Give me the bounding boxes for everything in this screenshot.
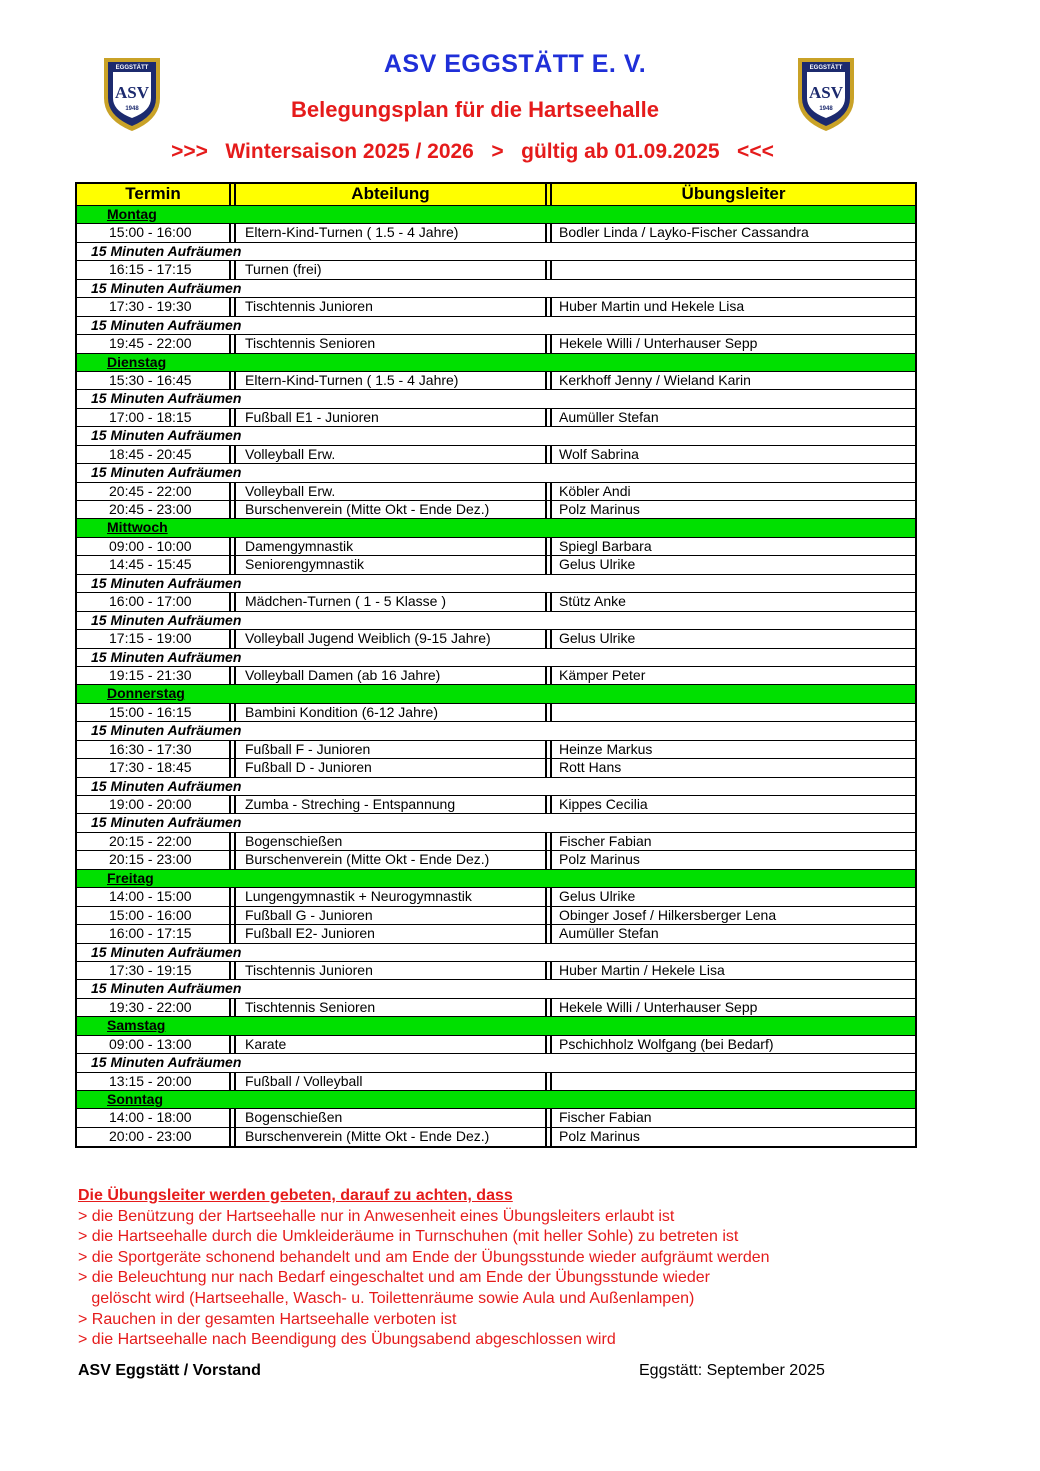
department-cell: Eltern-Kind-Turnen ( 1.5 - 4 Jahre) bbox=[229, 224, 545, 241]
note-line: > die Sportgeräte schonend behandelt und am Ende der Übungsstunde wieder aufgräumt werden bbox=[78, 1248, 770, 1266]
leader-cell: Gelus Ulrike bbox=[545, 556, 915, 573]
time-cell: 19:45 - 22:00 bbox=[109, 335, 192, 352]
break-label: 15 Minuten Aufräumen bbox=[91, 316, 242, 333]
department-cell: Fußball G - Junioren bbox=[229, 907, 545, 924]
leader-cell: Hekele Willi / Unterhauser Sepp bbox=[545, 335, 915, 352]
time-cell: 16:15 - 17:15 bbox=[109, 261, 192, 278]
note-line: > die Hartseehalle durch die Umkleideräume in Turnschuhen (mit heller Sohle) zu betreten ist bbox=[78, 1228, 739, 1246]
leader-cell: Köbler Andi bbox=[545, 483, 915, 500]
day-label: Dienstag bbox=[107, 353, 167, 370]
table-row bbox=[77, 741, 915, 759]
break-label: 15 Minuten Aufräumen bbox=[91, 648, 242, 665]
break-row bbox=[77, 243, 915, 261]
department-cell: Burschenverein (Mitte Okt - Ende Dez.) bbox=[229, 1128, 545, 1146]
department-cell: Karate bbox=[229, 1036, 545, 1053]
table-row bbox=[77, 298, 915, 316]
footer-date: Eggstätt: September 2025 bbox=[639, 1362, 825, 1379]
leader-cell: Heinze Markus bbox=[545, 741, 915, 758]
department-cell: Fußball F - Junioren bbox=[229, 741, 545, 758]
table-row bbox=[77, 796, 915, 814]
department-cell: Mädchen-Turnen ( 1 - 5 Klasse ) bbox=[229, 593, 545, 610]
time-cell: 09:00 - 10:00 bbox=[109, 537, 192, 554]
table-row bbox=[77, 372, 915, 390]
time-cell: 20:45 - 22:00 bbox=[109, 482, 192, 499]
note-line: > die Hartseehalle nach Beendigung des Übungsabend abgeschlossen wird bbox=[78, 1331, 616, 1349]
time-cell: 17:30 - 19:15 bbox=[109, 961, 192, 978]
time-cell: 16:00 - 17:00 bbox=[109, 593, 192, 610]
break-row bbox=[77, 464, 915, 482]
day-row bbox=[77, 685, 915, 703]
table-row bbox=[77, 593, 915, 611]
leader-cell: Polz Marinus bbox=[545, 1128, 915, 1146]
table-row bbox=[77, 261, 915, 279]
day-label: Freitag bbox=[107, 869, 154, 886]
table-row bbox=[77, 833, 915, 851]
leader-cell: Polz Marinus bbox=[545, 851, 915, 868]
table-row bbox=[77, 925, 915, 943]
break-row bbox=[77, 722, 915, 740]
department-cell: Bogenschießen bbox=[229, 1109, 545, 1126]
break-row bbox=[77, 814, 915, 832]
department-cell: Eltern-Kind-Turnen ( 1.5 - 4 Jahre) bbox=[229, 372, 545, 389]
leader-cell: Stütz Anke bbox=[545, 593, 915, 610]
leader-cell: Pschichholz Wolfgang (bei Bedarf) bbox=[545, 1036, 915, 1053]
time-cell: 19:00 - 20:00 bbox=[109, 796, 192, 812]
table-row bbox=[77, 999, 915, 1017]
note-line: > die Benützung der Hartseehalle nur in Anwesenheit eines Übungsleiters erlaubt ist bbox=[78, 1207, 675, 1225]
day-label: Samstag bbox=[107, 1017, 166, 1034]
break-row bbox=[77, 1054, 915, 1072]
leader-cell: Rott Hans bbox=[545, 759, 915, 776]
time-cell: 19:30 - 22:00 bbox=[109, 998, 192, 1015]
day-row bbox=[77, 1017, 915, 1035]
table-row bbox=[77, 556, 915, 574]
day-row bbox=[77, 206, 915, 224]
time-cell: 17:30 - 18:45 bbox=[109, 759, 192, 776]
department-cell: Burschenverein (Mitte Okt - Ende Dez.) bbox=[229, 501, 545, 518]
logo-year-text: 1948 bbox=[125, 106, 139, 112]
logo-top-text: EGGSTÄTT bbox=[809, 65, 843, 71]
break-row bbox=[77, 317, 915, 335]
time-cell: 15:00 - 16:15 bbox=[109, 703, 192, 720]
table-row bbox=[77, 1109, 915, 1127]
break-label: 15 Minuten Aufräumen bbox=[91, 242, 242, 259]
leader-cell: Kerkhoff Jenny / Wieland Karin bbox=[545, 372, 915, 389]
department-cell: Fußball / Volleyball bbox=[229, 1073, 545, 1090]
time-cell: 19:15 - 21:30 bbox=[109, 666, 192, 683]
break-label: 15 Minuten Aufräumen bbox=[91, 427, 242, 444]
leader-cell: Obinger Josef / Hilkersberger Lena bbox=[545, 907, 915, 924]
time-cell: 16:00 - 17:15 bbox=[109, 925, 192, 942]
leader-cell bbox=[545, 1073, 915, 1090]
table-row bbox=[77, 538, 915, 556]
break-row bbox=[77, 427, 915, 445]
break-label: 15 Minuten Aufräumen bbox=[91, 1054, 242, 1071]
table-row bbox=[77, 888, 915, 906]
leader-cell: Polz Marinus bbox=[545, 501, 915, 518]
department-cell: Fußball E1 - Junioren bbox=[229, 409, 545, 426]
header-abteilung: Abteilung bbox=[229, 184, 545, 205]
time-cell: 15:00 - 16:00 bbox=[109, 906, 192, 923]
note-line: gelöscht wird (Hartseehalle, Wasch- u. Toilettenräume sowie Aula und Außenlampen) bbox=[78, 1289, 695, 1307]
leader-cell: Wolf Sabrina bbox=[545, 446, 915, 463]
time-cell: 20:45 - 23:00 bbox=[109, 501, 192, 517]
table-row bbox=[77, 704, 915, 722]
logo-mid-text: ASV bbox=[808, 83, 844, 102]
leader-cell: Gelus Ulrike bbox=[545, 888, 915, 905]
table-row bbox=[77, 1036, 915, 1054]
day-label: Mittwoch bbox=[107, 519, 168, 536]
table-row bbox=[77, 409, 915, 427]
break-row bbox=[77, 575, 915, 593]
table-header-row bbox=[77, 184, 915, 206]
time-cell: 17:00 - 18:15 bbox=[109, 408, 192, 425]
header-uebungsleiter: Übungsleiter bbox=[545, 184, 915, 205]
department-cell: Bambini Kondition (6-12 Jahre) bbox=[229, 704, 545, 721]
department-cell: Bogenschießen bbox=[229, 833, 545, 850]
department-cell: Volleyball Erw. bbox=[229, 483, 545, 500]
leader-cell: Bodler Linda / Layko-Fischer Cassandra bbox=[545, 224, 915, 241]
logo-mid-text: ASV bbox=[114, 83, 150, 102]
department-cell: Zumba - Streching - Entspannung bbox=[229, 796, 545, 813]
day-row bbox=[77, 1091, 915, 1109]
leader-cell bbox=[545, 261, 915, 278]
table-row bbox=[77, 1073, 915, 1091]
time-cell: 17:15 - 19:00 bbox=[109, 630, 192, 647]
leader-cell bbox=[545, 704, 915, 721]
leader-cell: Hekele Willi / Unterhauser Sepp bbox=[545, 999, 915, 1016]
department-cell: Tischtennis Senioren bbox=[229, 335, 545, 352]
leader-cell: Fischer Fabian bbox=[545, 1109, 915, 1126]
table-row bbox=[77, 962, 915, 980]
department-cell: Fußball D - Junioren bbox=[229, 759, 545, 776]
department-cell: Fußball E2- Junioren bbox=[229, 925, 545, 942]
department-cell: Tischtennis Junioren bbox=[229, 962, 545, 979]
day-row bbox=[77, 519, 915, 537]
day-row bbox=[77, 354, 915, 372]
logo-top-text: EGGSTÄTT bbox=[115, 65, 149, 71]
time-cell: 17:30 - 19:30 bbox=[109, 298, 192, 315]
table-row bbox=[77, 667, 915, 685]
day-label: Donnerstag bbox=[107, 685, 185, 702]
time-cell: 20:15 - 22:00 bbox=[109, 832, 192, 849]
leader-cell: Kämper Peter bbox=[545, 667, 915, 684]
time-cell: 14:45 - 15:45 bbox=[109, 556, 192, 573]
table-row bbox=[77, 907, 915, 925]
break-row bbox=[77, 980, 915, 998]
table-row bbox=[77, 759, 915, 777]
break-label: 15 Minuten Aufräumen bbox=[91, 279, 242, 296]
day-label: Montag bbox=[107, 206, 157, 222]
break-row bbox=[77, 944, 915, 962]
day-row bbox=[77, 870, 915, 888]
club-title-text: ASV EGGSTÄTT E. V. bbox=[383, 50, 647, 78]
day-label: Sonntag bbox=[107, 1091, 163, 1107]
department-cell: Damengymnastik bbox=[229, 538, 545, 555]
department-cell: Tischtennis Junioren bbox=[229, 298, 545, 315]
notes-section bbox=[78, 1186, 978, 1351]
leader-cell: Huber Martin und Hekele Lisa bbox=[545, 298, 915, 315]
break-label: 15 Minuten Aufräumen bbox=[91, 611, 242, 628]
break-row bbox=[77, 778, 915, 796]
break-label: 15 Minuten Aufräumen bbox=[91, 814, 242, 831]
department-cell: Tischtennis Senioren bbox=[229, 999, 545, 1016]
break-row bbox=[77, 649, 915, 667]
leader-cell: Gelus Ulrike bbox=[545, 630, 915, 647]
leader-cell: Aumüller Stefan bbox=[545, 409, 915, 426]
break-label: 15 Minuten Aufräumen bbox=[91, 390, 242, 407]
table-row bbox=[77, 446, 915, 464]
notes-heading: Die Übungsleiter werden gebeten, darauf zu achten, dass bbox=[78, 1187, 513, 1204]
table-row bbox=[77, 335, 915, 353]
department-cell: Turnen (frei) bbox=[229, 261, 545, 278]
time-cell: 14:00 - 15:00 bbox=[109, 888, 192, 905]
time-cell: 13:15 - 20:00 bbox=[109, 1072, 192, 1089]
department-cell: Volleyball Jugend Weiblich (9-15 Jahre) bbox=[229, 630, 545, 647]
note-line: > die Beleuchtung nur nach Bedarf eingeschaltet und am Ende der Übungsstunde wieder bbox=[78, 1269, 710, 1287]
leader-cell: Spiegl Barbara bbox=[545, 538, 915, 555]
break-row bbox=[77, 612, 915, 630]
leader-cell: Huber Martin / Hekele Lisa bbox=[545, 962, 915, 979]
schedule-table bbox=[75, 182, 917, 1148]
header-termin: Termin bbox=[125, 184, 181, 203]
department-cell: Burschenverein (Mitte Okt - Ende Dez.) bbox=[229, 851, 545, 868]
table-row bbox=[77, 224, 915, 242]
department-cell: Volleyball Erw. bbox=[229, 446, 545, 463]
break-label: 15 Minuten Aufräumen bbox=[91, 943, 242, 960]
time-cell: 15:00 - 16:00 bbox=[109, 224, 192, 241]
table-row bbox=[77, 483, 915, 501]
department-cell: Lungengymnastik + Neurogymnastik bbox=[229, 888, 545, 905]
break-label: 15 Minuten Aufräumen bbox=[91, 722, 242, 739]
table-row bbox=[77, 630, 915, 648]
time-cell: 09:00 - 13:00 bbox=[109, 1035, 192, 1052]
break-label: 15 Minuten Aufräumen bbox=[91, 574, 242, 591]
footer-signature: ASV Eggstätt / Vorstand bbox=[78, 1362, 261, 1379]
note-line: > Rauchen in der gesamten Hartseehalle verboten ist bbox=[78, 1310, 457, 1328]
leader-cell: Aumüller Stefan bbox=[545, 925, 915, 942]
logo-year-text: 1948 bbox=[819, 106, 833, 112]
time-cell: 15:30 - 16:45 bbox=[109, 371, 192, 388]
break-label: 15 Minuten Aufräumen bbox=[91, 777, 242, 794]
table-row bbox=[77, 501, 915, 519]
time-cell: 18:45 - 20:45 bbox=[109, 445, 192, 462]
break-label: 15 Minuten Aufräumen bbox=[91, 464, 242, 481]
time-cell: 16:30 - 17:30 bbox=[109, 740, 192, 757]
table-row bbox=[77, 851, 915, 869]
time-cell: 20:00 - 23:00 bbox=[109, 1127, 192, 1144]
table-row bbox=[77, 1128, 915, 1146]
plan-title: Belegungsplan für die Hartseehalle bbox=[291, 97, 659, 122]
time-cell: 20:15 - 23:00 bbox=[109, 851, 192, 868]
department-cell: Volleyball Damen (ab 16 Jahre) bbox=[229, 667, 545, 684]
break-row bbox=[77, 390, 915, 408]
time-cell: 14:00 - 18:00 bbox=[109, 1109, 192, 1126]
club-title bbox=[0, 50, 1040, 79]
break-label: 15 Minuten Aufräumen bbox=[91, 980, 242, 997]
break-row bbox=[77, 280, 915, 298]
leader-cell: Fischer Fabian bbox=[545, 833, 915, 850]
leader-cell: Kippes Cecilia bbox=[545, 796, 915, 813]
department-cell: Seniorengymnastik bbox=[229, 556, 545, 573]
season-subtitle: >>> Wintersaison 2025 / 2026 > gültig ab 01.09.2025 <<< bbox=[171, 140, 774, 163]
